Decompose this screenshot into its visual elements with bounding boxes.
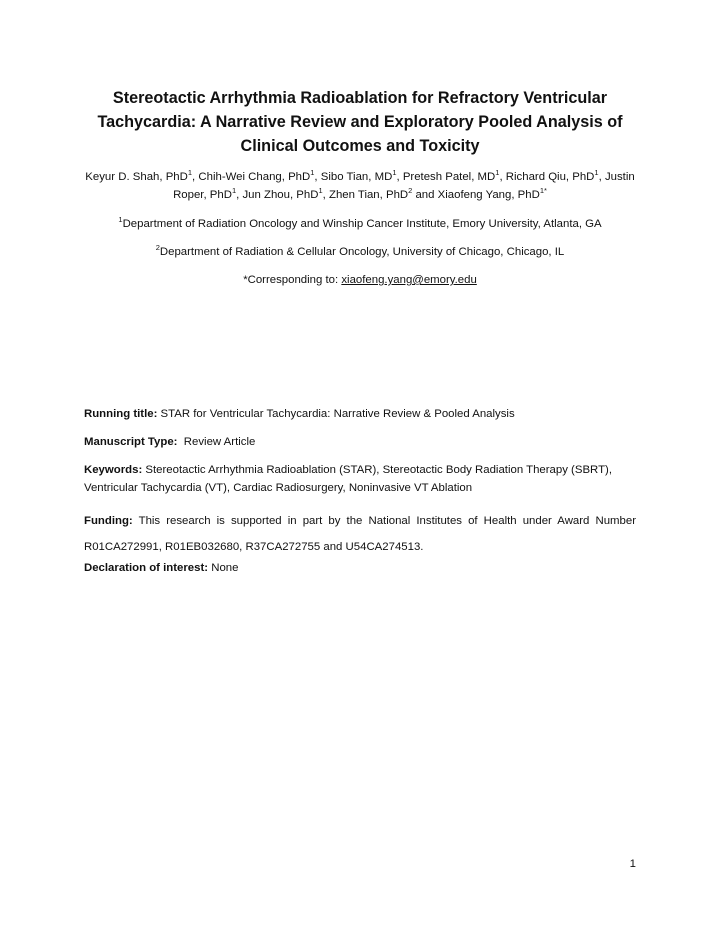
declaration-label: Declaration of interest: xyxy=(84,562,209,574)
manuscript-type-label: Manuscript Type: xyxy=(84,436,178,448)
declaration-of-interest xyxy=(84,559,636,577)
author: Justin Roper, PhD$^1$, xyxy=(173,171,635,201)
funding-label: Funding: xyxy=(84,515,133,527)
funding-value: This research is supported in part by the National Institutes of Health under Award Number R01CA272991, R01EB032680, R37CA272755 and U54CA274513. xyxy=(84,515,636,553)
manuscript-type-value: Review Article xyxy=(177,436,256,448)
affiliation-marker: 1 xyxy=(310,168,315,178)
author: Sibo Tian, $MD^1$, xyxy=(320,168,403,183)
author: Richard Qiu, PhD$^1$, xyxy=(505,168,605,183)
keywords-value: Stereotactic Arrhythmia Radioablation (STAR), Stereotactic Body Radiation Therapy (SBRT), Ventricular Tachycardia (VT), Cardiac Radiosurgery, Noninvasive VT Ablation xyxy=(84,464,612,494)
running-title-label: Running title: xyxy=(84,408,158,420)
author-list xyxy=(84,168,636,204)
keywords xyxy=(84,461,636,497)
author: Jun Zhou, PhD$^1$, xyxy=(242,186,329,201)
declaration-value: None xyxy=(208,562,239,574)
affiliation-marker: 1 xyxy=(118,215,123,225)
corresponding-author: *Corresponding to: xiaofeng.yang@emory.edu xyxy=(243,274,477,286)
affiliation-marker: 2 xyxy=(155,243,160,253)
funding xyxy=(84,508,636,560)
keywords-label: Keywords: xyxy=(84,464,143,476)
affiliation-marker: 1 xyxy=(594,168,599,178)
affiliation-marker: 1 xyxy=(187,168,193,178)
affiliation-marker: 2 xyxy=(408,186,413,196)
affiliation-marker: 1 xyxy=(231,186,237,196)
author: Pretesh Patel, $MD^1$, xyxy=(402,168,506,183)
affiliation-1: $^1$Department of Radiation Oncology and Winship Cancer Institute, Emory University, Atlanta, GA xyxy=(118,215,602,230)
affiliation-marker: 1 xyxy=(392,168,397,178)
affiliation-2: $^2$Department of Radiation & Cellular Oncology, University of Chicago, Chicago, IL xyxy=(155,243,565,258)
running-title xyxy=(84,405,636,423)
affiliation-marker: 1 xyxy=(495,168,500,178)
running-title-value: STAR for Ventricular Tachycardia: Narrative Review & Pooled Analysis xyxy=(157,408,515,420)
author: Chih-Wei Chang, PhD$^1$, xyxy=(198,168,321,183)
corresponding-email-link[interactable]: xiaofeng.yang@emory.edu xyxy=(341,274,477,286)
page-number: 1 xyxy=(629,858,636,870)
affiliation-marker: 1 xyxy=(318,186,323,196)
paper-title: Stereotactic Arrhythmia Radioablation for Refractory Ventricular Tachycardia: A Narrative Review and Exploratory Pooled Analysis of Clinical Outcomes and Toxicity xyxy=(97,89,623,155)
affiliation-marker: 1* xyxy=(539,186,547,196)
author: Keyur D. Shah, PhD$^1$, xyxy=(85,168,199,183)
author: Xiaofeng Yang, PhD$^{1*}$ xyxy=(437,186,547,201)
author: Zhen Tian, PhD$^2$ and xyxy=(328,186,438,201)
manuscript-type xyxy=(84,433,636,451)
